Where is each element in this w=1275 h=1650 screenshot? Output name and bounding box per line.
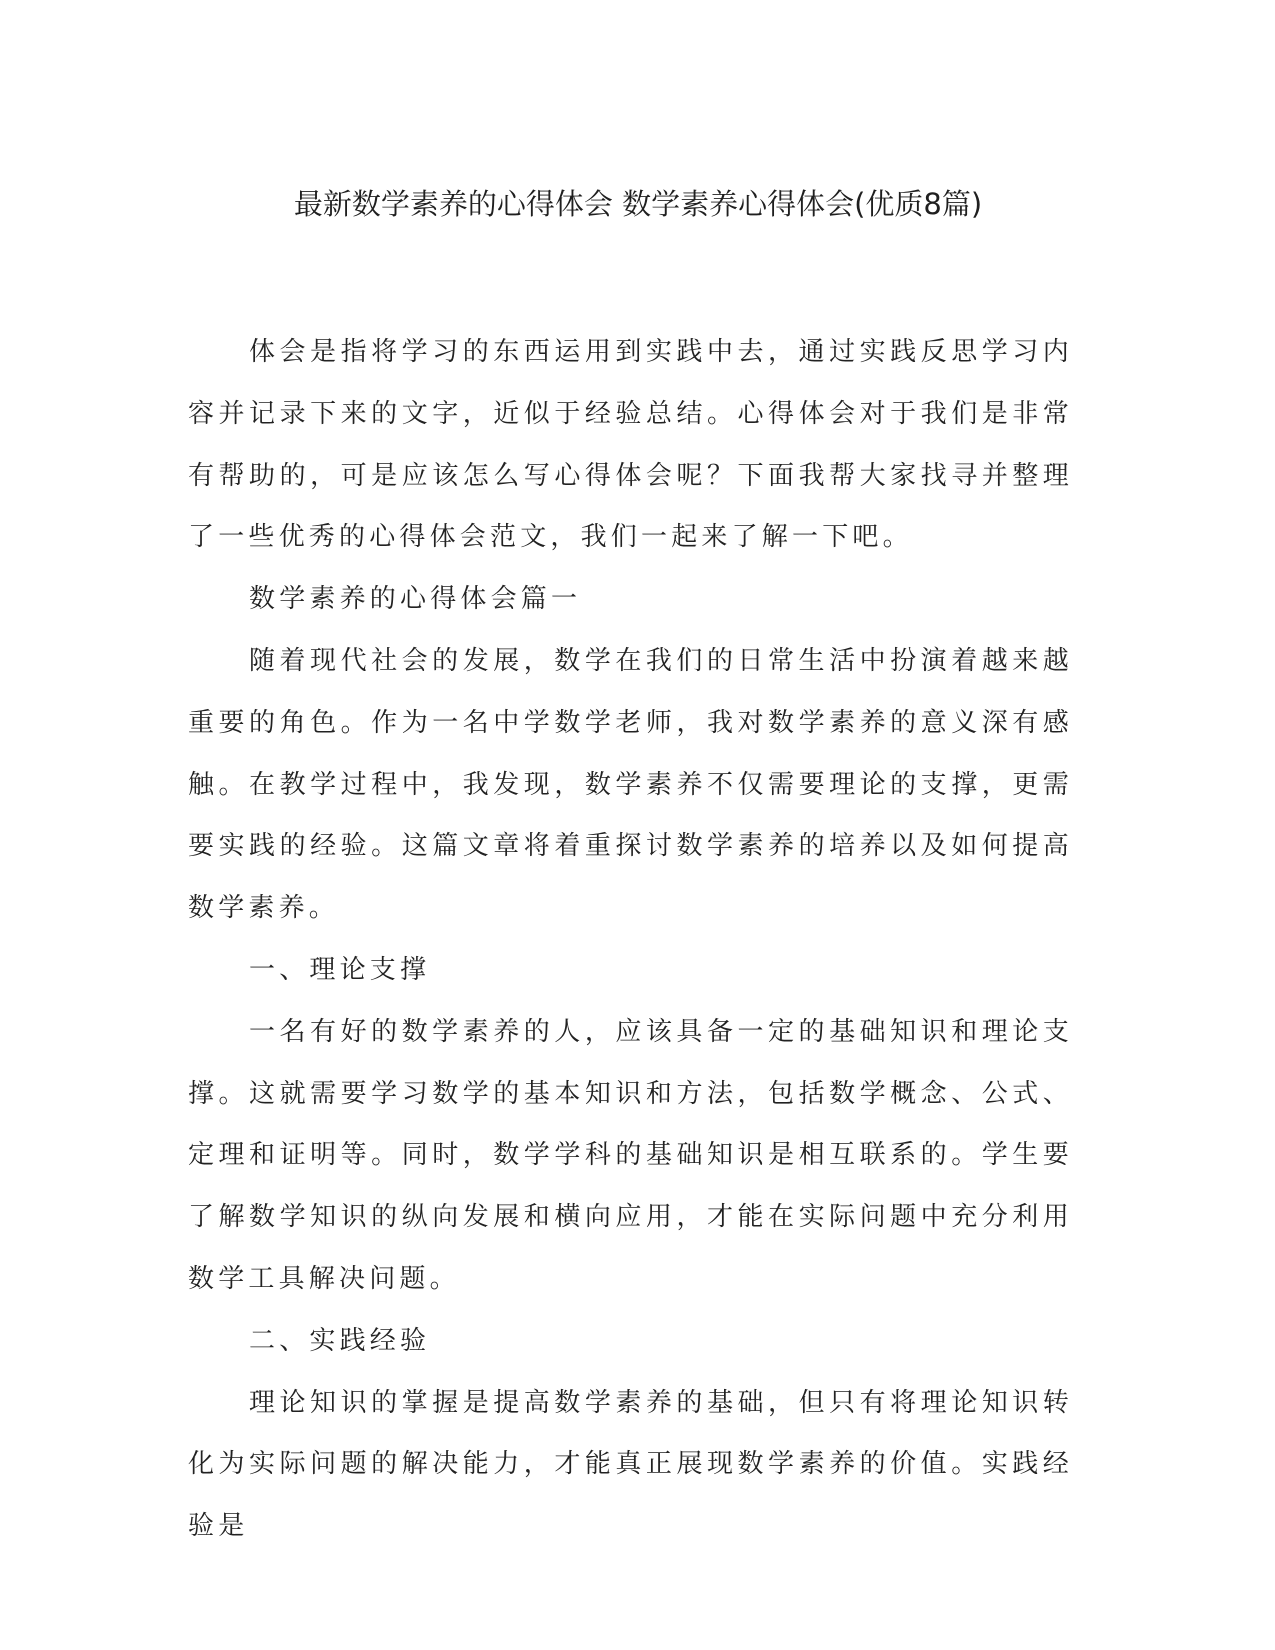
heading-theory: 一、理论支撑 (249, 954, 431, 985)
document-title: 最新数学素养的心得体会 数学素养心得体会(优质8篇) (293, 187, 983, 221)
paragraph-3: 理论知识的掌握是提高数学素养的基础，但只有将理论知识转化为实际问题的解决能力，才能真正展现数学素养的价值。实践经验是 (188, 1387, 1073, 1542)
intro-paragraph: 体会是指将学习的东西运用到实践中去，通过实践反思学习内容并记录下来的文字，近似于经验总结。心得体会对于我们是非常有帮助的，可是应该怎么写心得体会呢？下面我帮大家找寻并整理了一些优秀的心得体会范文，我们一起来了解一下吧。 (188, 337, 1073, 553)
paragraph-2: 一名有好的数学素养的人，应该具备一定的基础知识和理论支撑。这就需要学习数学的基本知识和方法，包括数学概念、公式、定理和证明等。同时，数学学科的基础知识是相互联系的。学生要了解数学知识的纵向发展和横向应用，才能在实际问题中充分利用数学工具解决问题。 (188, 1016, 1073, 1294)
paragraph-1: 随着现代社会的发展，数学在我们的日常生活中扮演着越来越重要的角色。作为一名中学数学老师，我对数学素养的意义深有感触。在教学过程中，我发现，数学素养不仅需要理论的支撑，更需要实践的经验。这篇文章将着重探讨数学素养的培养以及如何提高数学素养。 (188, 645, 1073, 924)
document-body (188, 322, 1073, 1558)
heading-practice: 二、实践经验 (249, 1325, 431, 1356)
section-title: 数学素养的心得体会篇一 (249, 584, 582, 615)
